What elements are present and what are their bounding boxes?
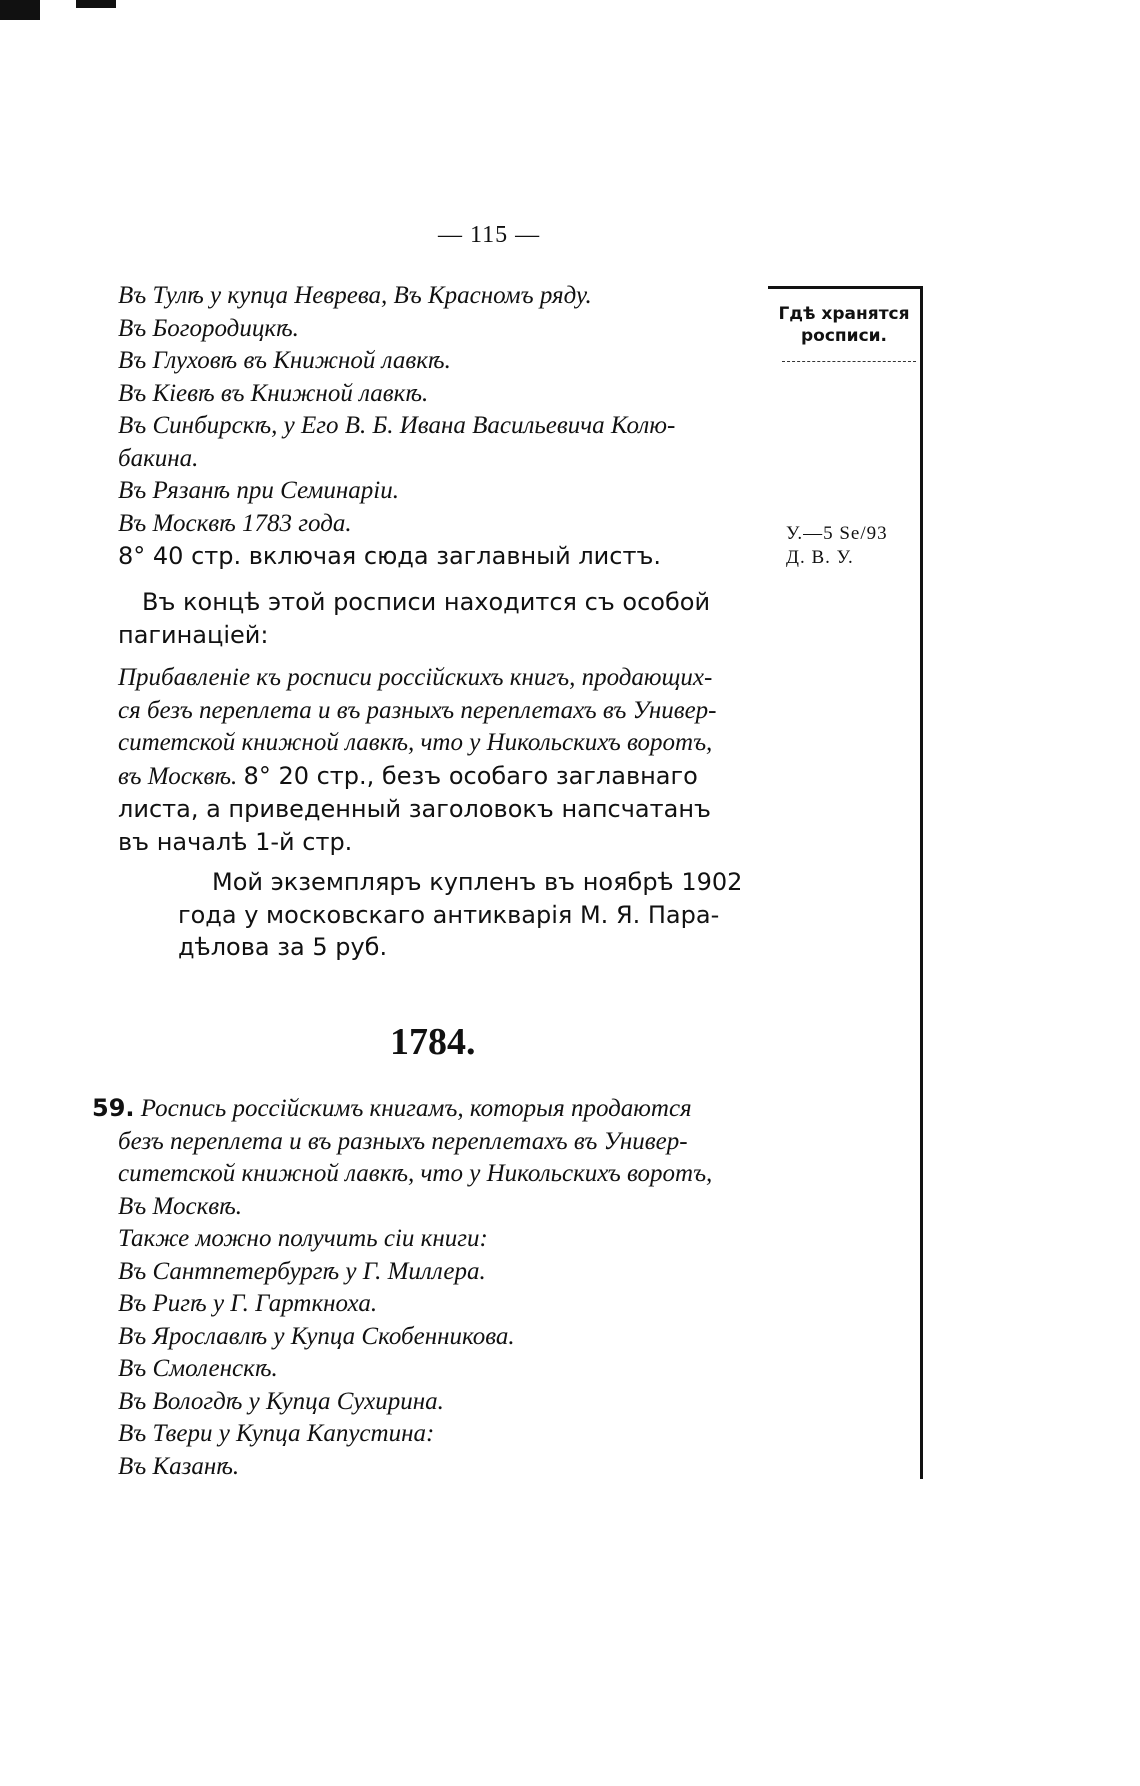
provenance-line: года у московскаго антикварія М. Я. Пара- — [178, 900, 720, 929]
provenance-line: дѣлова за 5 руб. — [178, 933, 388, 961]
entry-59 — [92, 1092, 778, 1483]
holdings-heading — [768, 303, 920, 347]
entry-location-line: Также можно получить сіи книги: — [118, 1225, 488, 1252]
holdings-heading-line: росписи. — [800, 326, 888, 346]
entry-location-line: Въ Ярославлѣ у Купца Скобенникова. — [118, 1322, 515, 1350]
holdings-location: У.—5 Se/93 — [786, 523, 888, 544]
appendix-description — [118, 662, 778, 858]
imprint-line: Въ Синбирскѣ, у Его В. Б. Ивана Васильевича Колю- — [118, 412, 676, 439]
year-heading: 1784. — [390, 1021, 476, 1063]
imprint-line: Въ Богородицкѣ. — [118, 314, 299, 342]
appendix-line — [118, 760, 778, 794]
entry-location-line: Въ Ригѣ у Г. Гарткноха. — [118, 1290, 378, 1317]
entry-location-line: Въ Сантпетербургѣ у Г. Миллера. — [118, 1257, 486, 1285]
imprint-line: Въ Рязанѣ при Семинаріи. — [118, 477, 399, 504]
note-line: Въ концѣ этой росписи находится съ особой — [142, 588, 711, 616]
note-appendix-intro — [118, 586, 778, 651]
entry-location-line: Въ Казанѣ. — [118, 1452, 240, 1480]
entry-location-line: Въ Вологдѣ у Купца Сухирина. — [118, 1387, 444, 1415]
holdings-location: Д. В. У. — [786, 547, 854, 568]
entry-title-line: безъ переплета и въ разныхъ переплетахъ въ Универ- — [118, 1127, 688, 1155]
scan-mark — [76, 0, 116, 8]
appendix-line: ситетской книжной лавкѣ, что у Никольскихъ воротъ, — [118, 729, 713, 756]
appendix-line: въ началѣ 1-й стр. — [118, 827, 353, 856]
imprint-line: Въ Москвѣ 1783 года. — [118, 509, 352, 537]
entry-1783-continuation — [118, 280, 778, 573]
holdings-heading-line: Гдѣ хранятся — [778, 304, 910, 324]
appendix-line: ся безъ переплета и въ разныхъ переплетахъ въ Универ- — [118, 696, 717, 724]
provenance-line: Мой экземпляръ купленъ въ ноябрѣ 1902 — [212, 868, 743, 896]
entry-location-line: Въ Твери у Купца Капустина: — [118, 1420, 435, 1447]
appendix-line: Прибавленіе къ росписи россійскихъ книгъ, продающих- — [118, 664, 713, 691]
holdings-column — [768, 286, 923, 1479]
entry-location-line: Въ Смоленскѣ. — [118, 1355, 278, 1382]
imprint-line: Въ Глуховѣ въ Книжной лавкѣ. — [118, 347, 451, 374]
appendix-line-italic: въ Москвѣ. — [118, 762, 238, 790]
scan-mark — [0, 0, 40, 20]
format-line: 8° 40 стр. включая сюда заглавный листъ. — [118, 542, 662, 570]
imprint-line: Въ Кіевѣ въ Книжной лавкѣ. — [118, 379, 429, 407]
provenance-note — [118, 866, 778, 964]
appendix-line-roman: 8° 20 стр., безъ особаго заглавнаго — [243, 761, 698, 790]
entry-number: 59. — [92, 1094, 135, 1122]
entry-title-line: Въ Москвѣ. — [118, 1192, 243, 1220]
page-number: — 115 — — [438, 222, 541, 248]
imprint-line: Въ Тулѣ у купца Неврева, Въ Красномъ ряду. — [118, 282, 592, 309]
appendix-line: листа, а приведенный заголовокъ напсчатанъ — [118, 795, 711, 823]
holdings-divider — [782, 361, 916, 362]
imprint-line: бакина. — [118, 444, 199, 472]
entry-title-line — [92, 1092, 778, 1126]
note-line: пагинаціей: — [118, 620, 269, 649]
entry-title-text: Роспись россійскимъ книгамъ, которыя продаются — [140, 1095, 692, 1122]
entry-title-line: ситетской книжной лавкѣ, что у Никольскихъ воротъ, — [118, 1160, 713, 1187]
